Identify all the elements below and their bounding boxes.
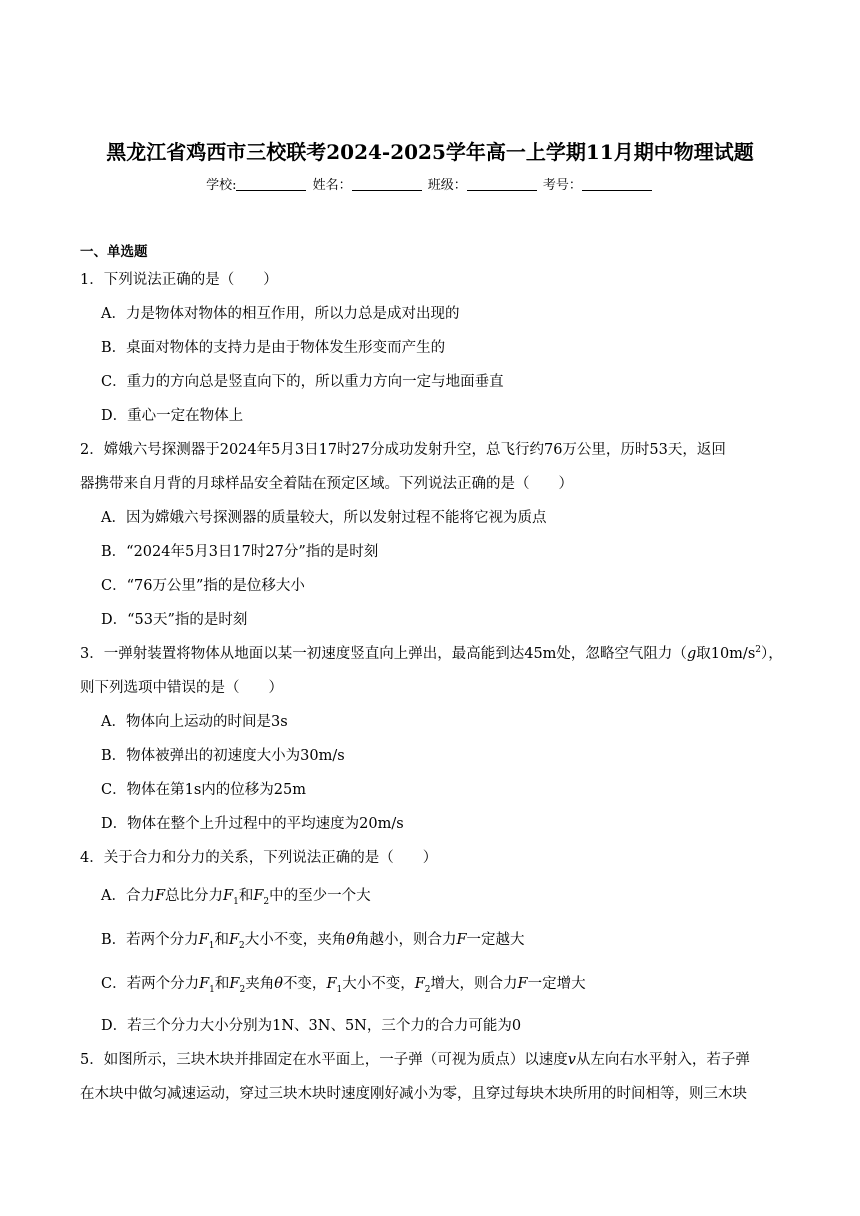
symbol-g: g [686, 646, 697, 662]
subscript: 2 [239, 984, 246, 995]
question-1-option-c: C．重力的方向总是竖直向下的，所以重力方向一定与地面垂直 [101, 374, 504, 390]
question-3-option-a: A．物体向上运动的时间是3s [101, 714, 288, 730]
question-5-stem-cont: 在木块中做匀减速运动，穿过三块木块时速度刚好减小为零，且穿过每块木块所用的时间相等，则三木块 [80, 1086, 747, 1102]
subscript: 2 [263, 896, 270, 907]
text: 从左向右水平射入，若子弹 [575, 1052, 750, 1068]
text: 大小不变，夹角 [244, 932, 347, 948]
text: C．若两个分力 [101, 976, 200, 992]
symbol-F: F [456, 932, 467, 948]
symbol-v: v [567, 1052, 576, 1068]
symbol-theta: θ [346, 932, 355, 948]
subscript: 2 [239, 940, 245, 951]
question-2-option-c: C．“76万公里”指的是位移大小 [101, 578, 305, 594]
question-4-stem: 4．关于合力和分力的关系，下列说法正确的是（ ） [80, 850, 438, 866]
question-3-option-b: B．物体被弹出的初速度大小为30m/s [101, 748, 345, 764]
symbol-F1: F [198, 932, 209, 948]
text: 一定增大 [527, 976, 586, 992]
subscript: 1 [209, 984, 215, 995]
question-2-option-b: B．“2024年5月3日17时27分”指的是时刻 [101, 544, 379, 560]
symbol-F2: F [253, 888, 264, 904]
school-blank[interactable] [236, 178, 306, 191]
question-2-option-d: D．“53天”指的是时刻 [101, 612, 248, 628]
exponent: 2 [755, 645, 761, 656]
question-4-option-c [101, 972, 586, 995]
question-1-stem: 1．下列说法正确的是（ ） [80, 272, 278, 288]
text: 角越小，则合力 [354, 932, 457, 948]
name-label: 姓名： [312, 178, 352, 193]
question-3-option-d: D．物体在整个上升过程中的平均速度为20m/s [101, 816, 404, 832]
question-4-option-d: D．若三个分力大小分别为1N、3N、5N，三个力的合力可能为0 [101, 1018, 522, 1034]
question-1-option-d: D．重心一定在物体上 [101, 408, 244, 424]
text: B．若两个分力 [101, 932, 199, 948]
exam-no-blank[interactable] [582, 178, 652, 191]
question-3-stem [80, 642, 783, 663]
text: 和 [238, 888, 254, 904]
exam-no-label: 考号： [542, 178, 582, 193]
section-heading: 一、单选题 [80, 244, 148, 260]
question-4-option-a [101, 884, 371, 907]
question-2-stem: 2．嫦娥六号探测器于2024年5月3日17时27分成功发射升空，总飞行约76万公里，历时53天，返回 [80, 442, 726, 458]
subscript: 1 [233, 896, 239, 907]
symbol-F: F [517, 976, 528, 992]
text: 5．如图所示，三块木块并排固定在水平面上，一子弹（可视为质点）以速度 [80, 1052, 568, 1068]
text: 增大，则合力 [430, 976, 518, 992]
question-2-option-a: A．因为嫦娥六号探测器的质量较大，所以发射过程不能将它视为质点 [101, 510, 547, 526]
class-blank[interactable] [467, 178, 537, 191]
school-label: 学校: [206, 178, 237, 193]
question-5-stem [80, 1048, 750, 1069]
question-3-stem-text: 3．一弹射装置将物体从地面以某一初速度竖直向上弹出，最高能到达45m处，忽略空气阻力（ [80, 646, 687, 662]
text: A．合力 [101, 888, 155, 904]
symbol-F2: F [229, 976, 240, 992]
symbol-F1: F [223, 888, 234, 904]
question-3-option-c: C．物体在第1s内的位移为25m [101, 782, 306, 798]
question-4-option-b [101, 928, 525, 951]
text: 一定越大 [466, 932, 525, 948]
text: 不变， [282, 976, 327, 992]
question-3-stem-cont: 则下列选项中错误的是（ ） [80, 680, 283, 696]
page-title: 黑龙江省鸡西市三校联考2024-2025学年高一上学期11月期中物理试题 [106, 140, 754, 164]
question-3-stem-end: ）， [761, 646, 783, 662]
text: 总比分力 [165, 888, 224, 904]
question-1-option-b: B．桌面对物体的支持力是由于物体发生形变而产生的 [101, 340, 446, 356]
symbol-theta: θ [274, 976, 283, 992]
subscript: 1 [336, 984, 343, 995]
symbol-F1: F [326, 976, 337, 992]
text: 和 [214, 976, 230, 992]
subscript: 1 [208, 940, 215, 951]
text: 和 [214, 932, 229, 948]
question-3-stem-unit: 取10m/s [696, 646, 756, 662]
question-2-stem-cont: 器携带来自月背的月球样品安全着陆在预定区域。下列说法正确的是（ ） [80, 476, 573, 492]
question-1-option-a: A．力是物体对物体的相互作用，所以力总是成对出现的 [101, 306, 460, 322]
text: 大小不变， [342, 976, 415, 992]
name-blank[interactable] [352, 178, 422, 191]
symbol-F1: F [199, 976, 210, 992]
text: 中的至少一个大 [269, 888, 371, 904]
symbol-F: F [154, 888, 166, 904]
subscript: 2 [424, 984, 431, 995]
class-label: 班级： [427, 178, 467, 193]
text: 夹角 [245, 976, 275, 992]
symbol-F2: F [414, 976, 425, 992]
student-info-line [0, 174, 860, 193]
symbol-F2: F [228, 932, 240, 948]
